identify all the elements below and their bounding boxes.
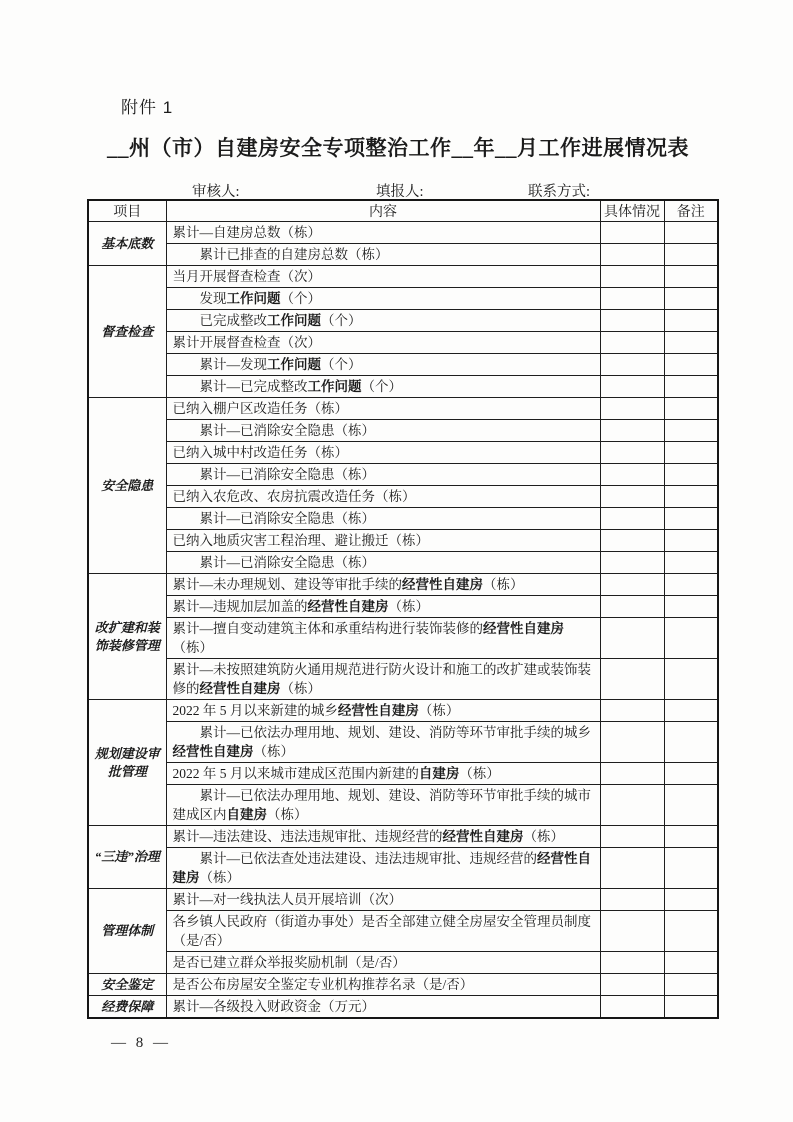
content-text-bold: 经营性自建房 xyxy=(337,703,419,718)
remark-blank-cell xyxy=(664,952,718,974)
remark-blank-cell xyxy=(664,398,718,420)
content-text: 累计—未办理规划、建设等审批手续的 xyxy=(172,577,402,592)
content-text: （栋） xyxy=(199,870,240,885)
content-text-bold: 工作问题 xyxy=(267,357,321,372)
situation-blank-cell xyxy=(600,332,664,354)
remark-blank-cell xyxy=(664,288,718,310)
content-text: （栋） xyxy=(172,640,213,655)
table-row xyxy=(88,398,718,420)
situation-blank-cell xyxy=(600,722,664,763)
table-row xyxy=(88,722,718,763)
content-text-bold: 经营性自建房 xyxy=(172,851,591,885)
table-row xyxy=(88,952,718,974)
report-table xyxy=(87,199,719,1019)
situation-blank-cell xyxy=(600,659,664,700)
content-text: 累计—擅自变动建筑主体和承重结构进行装饰装修的 xyxy=(172,621,483,636)
project-group-label: 督查检查 xyxy=(88,266,166,398)
table-row xyxy=(88,266,718,288)
remark-blank-cell xyxy=(664,659,718,700)
content-text: （个） xyxy=(361,379,402,394)
content-text-bold: 经营性自建房 xyxy=(307,599,389,614)
content-cell xyxy=(166,574,600,596)
content-cell xyxy=(166,310,600,332)
content-text: 累计—已消除安全隐患（栋） xyxy=(199,511,375,526)
remark-blank-cell xyxy=(664,332,718,354)
remark-blank-cell xyxy=(664,464,718,486)
content-text: （个） xyxy=(280,291,321,306)
table-row xyxy=(88,889,718,911)
remark-blank-cell xyxy=(664,700,718,722)
content-text-bold: 经营性自建房 xyxy=(199,681,281,696)
remark-blank-cell xyxy=(664,310,718,332)
content-cell xyxy=(166,974,600,996)
content-cell xyxy=(166,486,600,508)
header-content: 内容 xyxy=(166,200,600,222)
table-row xyxy=(88,618,718,659)
content-cell xyxy=(166,288,600,310)
project-group-label: 基本底数 xyxy=(88,222,166,266)
situation-blank-cell xyxy=(600,464,664,486)
content-text-bold: 工作问题 xyxy=(307,379,362,394)
remark-blank-cell xyxy=(664,222,718,244)
content-text: 是否已建立群众举报奖励机制（是/否） xyxy=(172,955,406,970)
content-text: 累计已排查的自建房总数（栋） xyxy=(199,247,389,262)
content-text: （栋） xyxy=(267,807,308,822)
situation-blank-cell xyxy=(600,442,664,464)
content-text: 累计—各级投入财政资金（万元） xyxy=(172,999,375,1014)
content-cell xyxy=(166,596,600,618)
content-text: 已纳入城中村改造任务（栋） xyxy=(172,445,348,460)
remark-blank-cell xyxy=(664,996,718,1019)
table-row xyxy=(88,700,718,722)
situation-blank-cell xyxy=(600,889,664,911)
content-text-bold: 工作问题 xyxy=(267,313,321,328)
contact-label: 联系方式: xyxy=(528,184,591,200)
situation-blank-cell xyxy=(600,354,664,376)
content-text: 是否公布房屋安全鉴定专业机构推荐名录（是/否） xyxy=(172,977,474,992)
header-situation: 具体情况 xyxy=(600,200,664,222)
content-text: 当月开展督查检查（次） xyxy=(172,269,321,284)
remark-blank-cell xyxy=(664,618,718,659)
project-group-label: 管理体制 xyxy=(88,889,166,974)
table-row xyxy=(88,244,718,266)
content-text-bold: 自建房 xyxy=(418,766,460,781)
content-text-bold: 工作问题 xyxy=(226,291,281,306)
content-text: 累计开展督查检查（次） xyxy=(172,335,321,350)
content-text: 2022 年 5 月以来新建的城乡 xyxy=(172,703,338,718)
remark-blank-cell xyxy=(664,974,718,996)
content-cell xyxy=(166,889,600,911)
table-row xyxy=(88,785,718,826)
table-row xyxy=(88,354,718,376)
content-text: 累计—已完成整改 xyxy=(199,379,308,394)
content-text: 已纳入农危改、农房抗震改造任务（栋） xyxy=(172,489,416,504)
remark-blank-cell xyxy=(664,596,718,618)
content-text: 累计—发现 xyxy=(199,357,267,372)
content-text: 发现 xyxy=(199,291,227,306)
project-group-label: 安全鉴定 xyxy=(88,974,166,996)
content-text-bold: 自建房 xyxy=(226,807,267,822)
remark-blank-cell xyxy=(664,785,718,826)
attachment-label: 附件 1 xyxy=(121,98,174,117)
content-text: （个） xyxy=(321,357,362,372)
situation-blank-cell xyxy=(600,911,664,952)
remark-blank-cell xyxy=(664,889,718,911)
table-row xyxy=(88,911,718,952)
table-row xyxy=(88,464,718,486)
content-text: 累计—已依法办理用地、规划、建设、消防等环节审批手续的城乡 xyxy=(199,725,591,740)
content-text: （栋） xyxy=(253,744,294,759)
project-group-label: 规划建设审批管理 xyxy=(88,700,166,826)
situation-blank-cell xyxy=(600,508,664,530)
content-cell xyxy=(166,911,600,952)
content-text-bold: 经营性自建房 xyxy=(172,744,254,759)
content-cell xyxy=(166,996,600,1019)
situation-blank-cell xyxy=(600,310,664,332)
content-text: 累计—违法建设、违法违规审批、违规经营的 xyxy=(172,829,443,844)
situation-blank-cell xyxy=(600,420,664,442)
content-cell xyxy=(166,464,600,486)
content-cell xyxy=(166,659,600,700)
content-text: 累计—自建房总数（栋） xyxy=(172,225,321,240)
content-text: 已完成整改 xyxy=(199,313,267,328)
content-text: 累计—已消除安全隐患（栋） xyxy=(199,555,375,570)
table-row xyxy=(88,848,718,889)
content-cell xyxy=(166,618,600,659)
content-text-bold: 经营性自建房 xyxy=(483,621,564,636)
content-text: （栋） xyxy=(523,829,564,844)
project-group-label: “三违”治理 xyxy=(88,826,166,889)
remark-blank-cell xyxy=(664,763,718,785)
table-row xyxy=(88,596,718,618)
content-cell xyxy=(166,442,600,464)
situation-blank-cell xyxy=(600,952,664,974)
table-row xyxy=(88,486,718,508)
project-group-label: 经费保障 xyxy=(88,996,166,1019)
situation-blank-cell xyxy=(600,376,664,398)
content-cell xyxy=(166,332,600,354)
table-row xyxy=(88,442,718,464)
content-cell xyxy=(166,763,600,785)
table-row xyxy=(88,659,718,700)
content-text: 2022 年 5 月以来城市建成区范围内新建的 xyxy=(172,766,419,781)
table-row xyxy=(88,996,718,1019)
content-cell xyxy=(166,848,600,889)
table-row xyxy=(88,508,718,530)
remark-blank-cell xyxy=(664,848,718,889)
situation-blank-cell xyxy=(600,700,664,722)
table-row xyxy=(88,826,718,848)
situation-blank-cell xyxy=(600,244,664,266)
situation-blank-cell xyxy=(600,574,664,596)
content-text: 累计—违规加层加盖的 xyxy=(172,599,308,614)
document-title: __州（市）自建房安全专项整治工作__年__月工作进展情况表 xyxy=(107,136,689,160)
situation-blank-cell xyxy=(600,763,664,785)
situation-blank-cell xyxy=(600,826,664,848)
header-project: 项目 xyxy=(88,200,166,222)
content-cell xyxy=(166,244,600,266)
situation-blank-cell xyxy=(600,848,664,889)
content-text: （栋） xyxy=(280,681,321,696)
table-row xyxy=(88,974,718,996)
table-row xyxy=(88,763,718,785)
table-row xyxy=(88,376,718,398)
report-table-body xyxy=(88,222,718,1019)
content-text-bold: 经营性自建房 xyxy=(442,829,524,844)
content-text: （栋） xyxy=(388,599,429,614)
table-row xyxy=(88,332,718,354)
content-cell xyxy=(166,552,600,574)
content-cell xyxy=(166,700,600,722)
situation-blank-cell xyxy=(600,288,664,310)
header-remark: 备注 xyxy=(664,200,718,222)
situation-blank-cell xyxy=(600,618,664,659)
content-cell xyxy=(166,785,600,826)
remark-blank-cell xyxy=(664,530,718,552)
remark-blank-cell xyxy=(664,911,718,952)
content-cell xyxy=(166,952,600,974)
table-row xyxy=(88,288,718,310)
content-text: 累计—已依法查处违法建设、违法违规审批、违规经营的 xyxy=(199,851,537,866)
content-text: 累计—对一线执法人员开展培训（次） xyxy=(172,892,402,907)
remark-blank-cell xyxy=(664,244,718,266)
page-number: — 8 — xyxy=(111,1035,171,1051)
remark-blank-cell xyxy=(664,552,718,574)
remark-blank-cell xyxy=(664,486,718,508)
situation-blank-cell xyxy=(600,222,664,244)
remark-blank-cell xyxy=(664,354,718,376)
content-cell xyxy=(166,722,600,763)
table-row xyxy=(88,310,718,332)
table-row xyxy=(88,420,718,442)
remark-blank-cell xyxy=(664,574,718,596)
content-cell xyxy=(166,508,600,530)
situation-blank-cell xyxy=(600,785,664,826)
remark-blank-cell xyxy=(664,420,718,442)
remark-blank-cell xyxy=(664,376,718,398)
content-text: 累计—已依法办理用地、规划、建设、消防等环节审批手续的城市建成区内 xyxy=(172,788,591,822)
content-text: 已纳入棚户区改造任务（栋） xyxy=(172,401,348,416)
situation-blank-cell xyxy=(600,266,664,288)
situation-blank-cell xyxy=(600,552,664,574)
content-cell xyxy=(166,826,600,848)
content-cell xyxy=(166,398,600,420)
reviewer-label: 审核人: xyxy=(192,184,240,200)
table-header-row xyxy=(88,200,718,222)
remark-blank-cell xyxy=(664,266,718,288)
remark-blank-cell xyxy=(664,826,718,848)
content-cell xyxy=(166,376,600,398)
content-text: （栋） xyxy=(483,577,524,592)
remark-blank-cell xyxy=(664,722,718,763)
table-row xyxy=(88,222,718,244)
table-row xyxy=(88,552,718,574)
project-group-label: 改扩建和装饰装修管理 xyxy=(88,574,166,700)
content-cell xyxy=(166,266,600,288)
content-cell xyxy=(166,354,600,376)
content-text: 累计—已消除安全隐患（栋） xyxy=(199,423,375,438)
project-group-label: 安全隐患 xyxy=(88,398,166,574)
situation-blank-cell xyxy=(600,974,664,996)
content-text: 各乡镇人民政府（街道办事处）是否全部建立健全房屋安全管理员制度（是/否） xyxy=(172,914,591,948)
content-text: 累计—未按照建筑防火通用规范进行防火设计和施工的改扩建或装饰装修的 xyxy=(172,662,591,696)
content-cell xyxy=(166,420,600,442)
content-text-bold: 经营性自建房 xyxy=(402,577,483,592)
situation-blank-cell xyxy=(600,996,664,1019)
content-text: （栋） xyxy=(418,703,460,718)
situation-blank-cell xyxy=(600,398,664,420)
remark-blank-cell xyxy=(664,508,718,530)
content-cell xyxy=(166,530,600,552)
table-row xyxy=(88,574,718,596)
situation-blank-cell xyxy=(600,486,664,508)
content-text: 累计—已消除安全隐患（栋） xyxy=(199,467,375,482)
table-row xyxy=(88,530,718,552)
situation-blank-cell xyxy=(600,596,664,618)
content-cell xyxy=(166,222,600,244)
content-text: 已纳入地质灾害工程治理、避让搬迁（栋） xyxy=(172,533,429,548)
content-text: （个） xyxy=(321,313,362,328)
situation-blank-cell xyxy=(600,530,664,552)
filler-label: 填报人: xyxy=(376,184,424,200)
remark-blank-cell xyxy=(664,442,718,464)
content-text: （栋） xyxy=(459,766,500,781)
